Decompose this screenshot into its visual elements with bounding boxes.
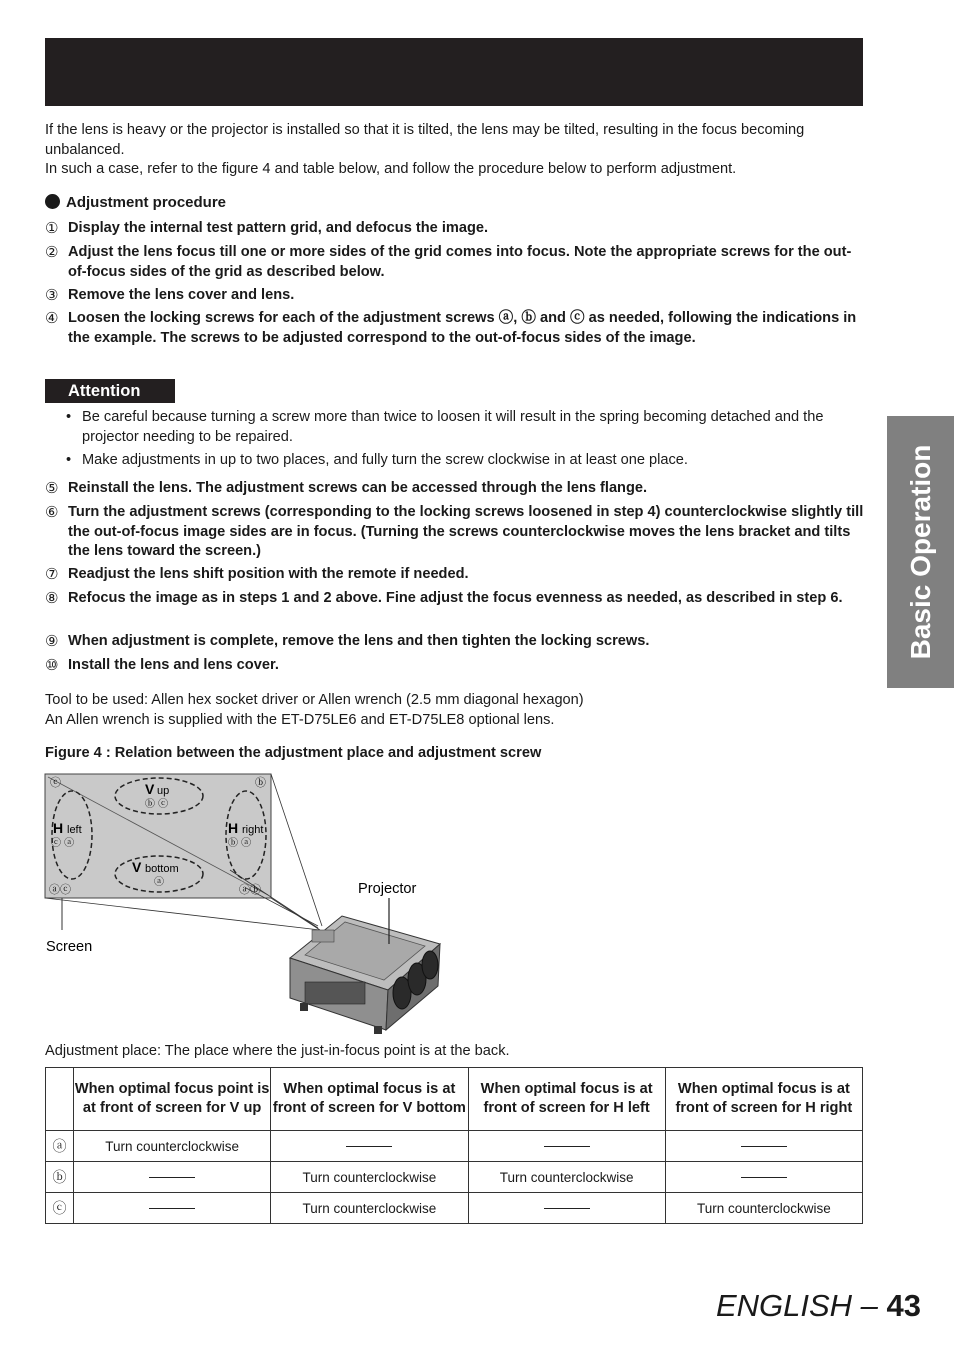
step-text: Readjust the lens shift position with the remote if needed. (68, 566, 469, 582)
table-header-row (46, 1068, 863, 1131)
step-2 (45, 243, 865, 282)
step-number: ② (45, 243, 59, 261)
side-tab-label: Basic Operation (904, 444, 936, 660)
bullet-circle-icon (45, 194, 60, 209)
row-label: ⓒ (46, 1193, 74, 1224)
table-cell: Turn counterclockwise (271, 1193, 468, 1224)
dash-mark (544, 1146, 590, 1147)
step-text: Display the internal test pattern grid, and defocus the image. (68, 220, 489, 236)
adjustment-place-note: Adjustment place: The place where the just-in-focus point is at the back. (45, 1043, 510, 1059)
dash-mark (741, 1177, 787, 1178)
bullet-text: Be careful because turning a screw more than twice to loosen it will result in the spring becoming detached and the projector needing to be repaired. (82, 409, 824, 445)
adjustment-figure (40, 768, 460, 1040)
step-number: ⑧ (45, 589, 59, 607)
v-up-word: up (157, 785, 170, 797)
step-3 (45, 286, 865, 306)
step-6 (45, 503, 865, 562)
header-h-left: When optimal focus is at front of screen for H left (468, 1068, 665, 1131)
intro-paragraph (45, 121, 845, 180)
step-4 (45, 309, 865, 348)
attention-bullet-2 (66, 451, 856, 471)
step-text: Remove the lens cover and lens. (68, 287, 295, 303)
tool-line-2: An Allen wrench is supplied with the ET-D75LE6 and ET-D75LE8 optional lens. (45, 711, 555, 728)
page-footer (716, 1288, 921, 1324)
step-text: Refocus the image as in steps 1 and 2 above. Fine adjust the focus evenness as needed, as described in step 6. (68, 590, 843, 606)
v-up-letter: V (145, 781, 155, 797)
dash-mark (544, 1208, 590, 1209)
table-cell-empty (271, 1131, 468, 1162)
adjustment-table (45, 1067, 863, 1224)
bullet-text: Make adjustments in up to two places, and fully turn the screw clockwise in at least one place. (82, 452, 688, 468)
table-row (46, 1162, 863, 1193)
v-bottom-screws: ⓐ (154, 877, 164, 888)
table-cell: Turn counterclockwise (74, 1131, 271, 1162)
h-left-letter: H (53, 820, 64, 836)
dash-mark (149, 1208, 195, 1209)
intro-line-1: If the lens is heavy or the projector is installed so that it is tilted, the lens may be tilted, resulting in the focus becoming unbalanced. (45, 122, 805, 158)
header-v-up: When optimal focus point is at front of screen for V up (74, 1068, 271, 1131)
dash-mark (149, 1177, 195, 1178)
step-number: ⑥ (45, 503, 59, 521)
step-text: Turn the adjustment screws (corresponding to the locking screws loosened in step 4) counterclockwise slightly till the out-of-focus image sides are in focus. (Turning the screws counterclockwise moves the lens bracket and tilts the lens toward the screen.) (68, 504, 864, 559)
step-text: When adjustment is complete, remove the lens and then tighten the locking screws. (68, 633, 650, 649)
step-number: ④ (45, 309, 59, 327)
table-cell-empty (665, 1131, 862, 1162)
figure-caption: Figure 4 : Relation between the adjustment place and adjustment screw (45, 745, 542, 761)
table-row (46, 1131, 863, 1162)
bullet-dot: • (66, 409, 72, 425)
step-number: ③ (45, 286, 59, 304)
section-title-bar (45, 38, 863, 106)
h-right-word: right (242, 824, 264, 836)
projector-label: Projector (358, 881, 417, 897)
h-right-letter: H (228, 820, 239, 836)
table-cell-empty (74, 1162, 271, 1193)
v-up-screws: ⓑ ⓒ (145, 799, 169, 810)
v-bottom-word: bottom (145, 863, 179, 875)
h-left-screws: ⓒ ⓐ (51, 838, 75, 849)
table-cell-empty (468, 1193, 665, 1224)
step-8 (45, 589, 865, 609)
header-v-bottom: When optimal focus is at front of screen for V bottom (271, 1068, 468, 1131)
row-label: ⓐ (46, 1131, 74, 1162)
tool-paragraph (45, 691, 845, 730)
tool-line-1: Tool to be used: Allen hex socket driver or Allen wrench (2.5 mm diagonal hexagon) (45, 692, 584, 708)
step-10 (45, 656, 865, 676)
row-label: ⓑ (46, 1162, 74, 1193)
step-5 (45, 479, 865, 499)
table-cell-empty (74, 1193, 271, 1224)
step-number: ⑤ (45, 479, 59, 497)
step-text: Adjust the lens focus till one or more sides of the grid comes into focus. Note the appropriate screws for the out-of-focus sides of the grid as described below. (68, 244, 852, 280)
corner-bottom-right-screws: ⓐⓑ (239, 883, 261, 896)
step-text: Reinstall the lens. The adjustment screws can be accessed through the lens flange. (68, 480, 648, 496)
screen-label: Screen (46, 939, 93, 955)
h-right-screws: ⓑ ⓐ (228, 838, 252, 849)
table-cell-empty (665, 1162, 862, 1193)
step-number: ⑩ (45, 656, 59, 674)
adjustment-procedure-heading (45, 194, 226, 211)
dash-mark (346, 1146, 392, 1147)
table-cell-empty (468, 1131, 665, 1162)
table-cell: Turn counterclockwise (271, 1162, 468, 1193)
step-9 (45, 632, 865, 652)
step-number: ⑦ (45, 565, 59, 583)
step-number: ⑨ (45, 632, 59, 650)
step-text: Install the lens and lens cover. (68, 657, 279, 673)
v-bottom-letter: V (132, 859, 142, 875)
step-number: ① (45, 219, 59, 237)
attention-bullet-1 (66, 408, 856, 447)
header-h-right: When optimal focus is at front of screen for H right (665, 1068, 862, 1131)
table-cell: Turn counterclockwise (468, 1162, 665, 1193)
page-number: 43 (886, 1288, 921, 1323)
attention-label: Attention (45, 379, 175, 403)
projection-line (230, 870, 318, 928)
dash-mark (741, 1146, 787, 1147)
step-text: Loosen the locking screws for each of the adjustment screws ⓐ, ⓑ and ⓒ as needed, following the indications in the example. The screws to be adjusted correspond to the out-of-focus sides of the image. (68, 310, 857, 346)
bullet-dot: • (66, 452, 72, 468)
footer-language: ENGLISH – (715, 1288, 878, 1323)
table-cell: Turn counterclockwise (665, 1193, 862, 1224)
h-left-word: left (67, 824, 82, 836)
intro-line-2: In such a case, refer to the figure 4 and table below, and follow the procedure below to perform adjustment. (45, 161, 737, 177)
step-1 (45, 219, 865, 239)
corner-top-right-screws: ⓑ (255, 776, 266, 789)
corner-bottom-left-screws: ⓐⓒ (49, 883, 71, 896)
section-side-tab (887, 416, 954, 688)
step-7 (45, 565, 865, 585)
projector-illustration (290, 916, 440, 1034)
table-header-corner (46, 1068, 74, 1131)
corner-top-left-screws: ⓒ (50, 776, 61, 789)
heading-text: Adjustment procedure (66, 194, 227, 211)
table-row (46, 1193, 863, 1224)
